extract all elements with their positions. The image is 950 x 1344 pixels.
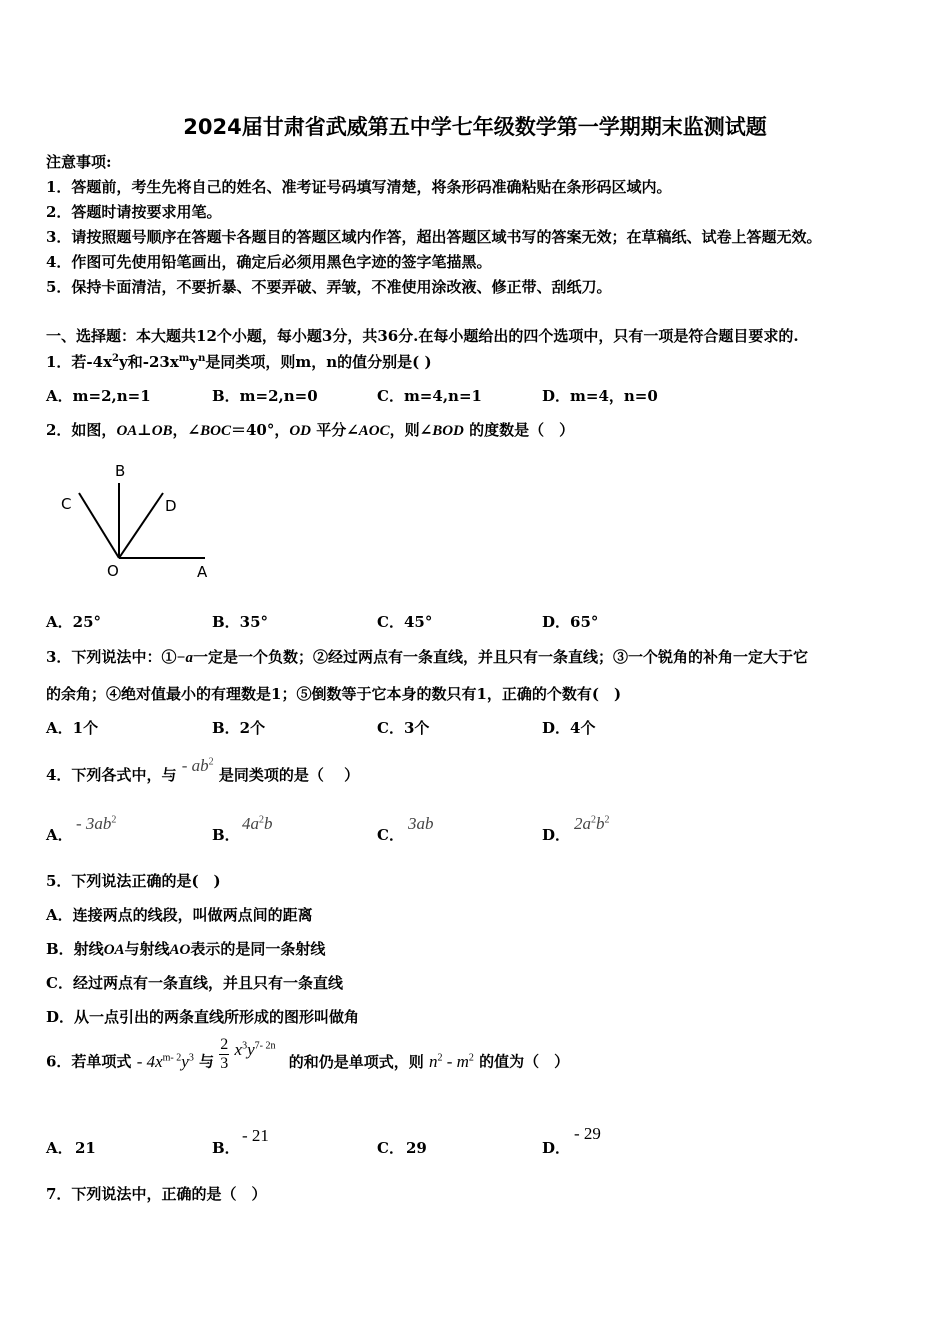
q2-option-a: A．25° (46, 613, 102, 631)
label-a: A (197, 563, 208, 581)
q5-option-c: C．经过两点有一条直线，并且只有一条直线 (46, 974, 343, 992)
notice-heading: 注意事项: (46, 153, 112, 171)
notice-item: 1．答题前，考生先将自己的姓名、准考证号码填写清楚，将条形码准确粘贴在条形码区域内。 (46, 178, 672, 196)
label-c: C (61, 495, 72, 513)
q6-option-a-letter: A． (46, 1139, 73, 1157)
question-5: 5．下列说法正确的是( ) (46, 872, 221, 890)
q4-option-d-letter: D． (542, 826, 571, 844)
notice-item: 2．答题时请按要求用笔。 (46, 203, 222, 221)
q3-option-b: B．2个 (212, 719, 266, 737)
q1-option-c: C．m=4,n=1 (377, 387, 482, 405)
q6-option-b-letter: B． (212, 1139, 240, 1157)
q5-option-a: A．连接两点的线段，叫做两点间的距离 (46, 906, 313, 924)
q4-option-c-expr: 3ab (408, 814, 434, 833)
q4-option-a-expr: - $3ab^2$ (76, 814, 117, 833)
notice-item: 5．保持卡面清洁，不要折暴、不要弄破、弄皱，不准使用涂改液、修正带、刮纸刀。 (46, 278, 612, 296)
ray-od (119, 493, 163, 558)
label-b: B (115, 462, 126, 480)
q4-option-d-expr: $2a^2b^2$ (574, 814, 610, 833)
label-d: D (165, 497, 177, 515)
q1-option-b: B．m=2,n=0 (212, 387, 318, 405)
q1-option-d: D．m=4，n=0 (542, 387, 658, 405)
q3-option-a: A．1个 (46, 719, 99, 737)
question-4: 4．下列各式中，与 - $ab^2$ 是同类项的是（ ） (46, 756, 360, 784)
q3-option-d: D．4个 (542, 719, 596, 737)
q6-option-c-value: 29 (406, 1139, 427, 1157)
q4-option-b-expr: $4a^2b$ (242, 814, 273, 833)
q2-option-c: C．45° (377, 613, 433, 631)
question-3-line1: 3．下列说法中：①−a一定是一个负数；②经过两点有一条直线，并且只有一条直线；③一个锐角的补角一定大于它 (46, 648, 809, 666)
question-2: 2．如图，OA⊥OB，∠BOC＝40°，OD 平分∠AOC，则∠BOD 的度数是（ ） (46, 421, 575, 439)
ray-oc (79, 493, 119, 558)
q2-option-b: B．35° (212, 613, 269, 631)
angle-figure (55, 455, 225, 585)
q5-option-b: B．射线OA与射线AO表示的是同一条射线 (46, 940, 326, 958)
label-o: O (107, 562, 119, 580)
notice-item: 4．作图可先使用铅笔画出，确定后必须用黑色字迹的签字笔描黑。 (46, 253, 492, 271)
q6-option-c-letter: C． (377, 1139, 404, 1157)
q6-option-a-value: 21 (75, 1139, 96, 1157)
question-6: 6．若单项式 - $4x^{m- 2}y^3$ 与 $\frac{2}{3}$ $x^3y^{7- 2n}$ 的和仍是单项式，则 $n^2 - m^2$ 的值为（ ） (46, 1036, 570, 1072)
section-heading: 一、选择题：本大题共12个小题，每小题3分，共36分.在每小题给出的四个选项中，只有一项是符合题目要求的. (46, 327, 799, 345)
question-3-line2: 的余角；④绝对值最小的有理数是1；⑤倒数等于它本身的数只有1，正确的个数有( ) (46, 685, 622, 703)
q1-option-a: A．m=2,n=1 (46, 387, 151, 405)
page-title: 2024届甘肃省武威第五中学七年级数学第一学期期末监测试题 (183, 115, 767, 139)
q3-option-c: C．3个 (377, 719, 430, 737)
q4-option-a-letter: A． (46, 826, 73, 844)
q6-option-d-value: - 29 (574, 1124, 601, 1143)
q5-option-d: D．从一点引出的两条直线所形成的图形叫做角 (46, 1008, 360, 1026)
question-1: 1．若$-4x^2y$和$-23x^my^n$是同类项，则m，n的值分别是( ) (46, 353, 432, 371)
q4-option-b-letter: B． (212, 826, 240, 844)
question-7: 7．下列说法中，正确的是（ ） (46, 1185, 267, 1203)
notice-item: 3．请按照题号顺序在答题卡各题目的答题区域内作答，超出答题区域书写的答案无效；在草稿纸、试卷上答题无效。 (46, 228, 822, 246)
q6-option-b-value: - 21 (242, 1126, 269, 1145)
q6-option-d-letter: D． (542, 1139, 571, 1157)
q2-option-d: D．65° (542, 613, 599, 631)
q4-option-c-letter: C． (377, 826, 404, 844)
